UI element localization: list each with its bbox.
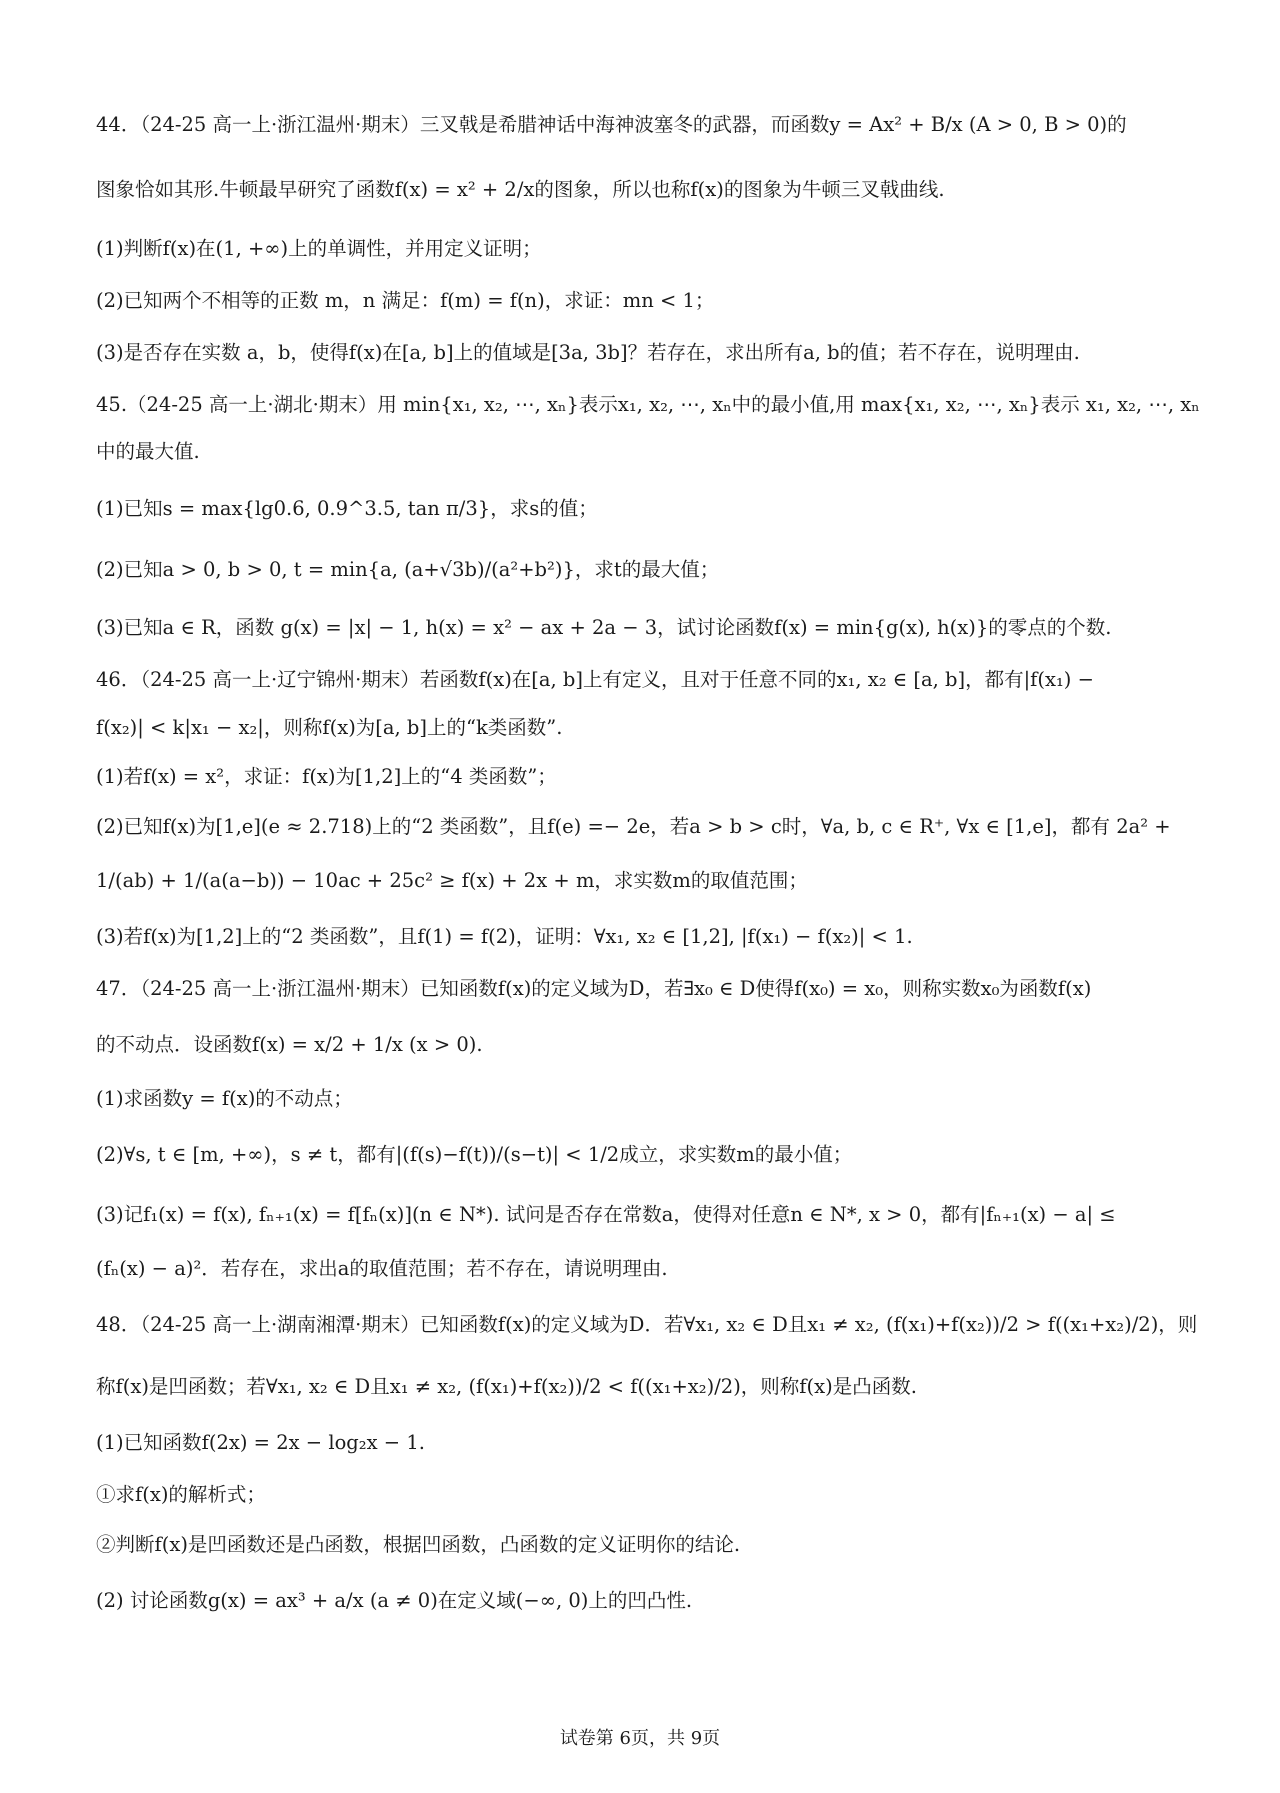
q47-part-1: (1)求函数y = f(x)的不动点； — [96, 1087, 353, 1110]
q45-part-3: (3)已知a ∈ R，函数 g(x) = |x| − 1, h(x) = x² − ax + 2a − 3，试讨论函数f(x) = min{g(x), h(x)}的零点的个数. — [96, 616, 1112, 639]
q44-line-2: 图象恰如其形.牛顿最早研究了函数f(x) = x² + 2/x的图象，所以也称f(x)的图象为牛顿三叉戟曲线. — [96, 178, 945, 201]
q47-part-3: (3)记f₁(x) = f(x), fₙ₊₁(x) = f[fₙ(x)](n ∈ N*). 试问是否存在常数a，使得对任意n ∈ N*, x > 0，都有|fₙ₊₁(x) − a| ≤ — [96, 1203, 1116, 1226]
q47-line-1: 47．（24-25 高一上·浙江温州·期末）已知函数f(x)的定义域为D，若∃x₀ ∈ D使得f(x₀) = x₀，则称实数x₀为函数f(x) — [96, 977, 1092, 1000]
q44-part-3: (3)是否存在实数 a，b，使得f(x)在[a, b]上的值域是[3a, 3b]？若存在，求出所有a, b的值；若不存在，说明理由. — [96, 341, 1080, 364]
page-footer: 试卷第 6页，共 9页 — [559, 1728, 721, 1749]
q48-line-1: 48．（24-25 高一上·湖南湘潭·期末）已知函数f(x)的定义域为D．若∀x₁, x₂ ∈ D且x₁ ≠ x₂, (f(x₁)+f(x₂))/2 > f((x₁+x₂)/2)，则 — [96, 1313, 1198, 1336]
q46-line-1: 46．（24-25 高一上·辽宁锦州·期末）若函数f(x)在[a, b]上有定义，且对于任意不同的x₁, x₂ ∈ [a, b]，都有|f(x₁) − — [96, 668, 1094, 691]
q45-part-1: (1)已知s = max{lg0.6, 0.9^3.5, tan π/3}，求s的值； — [96, 497, 598, 520]
q45-line-2: 中的最大值. — [96, 440, 200, 463]
q47-part-3-cont: (fₙ(x) − a)²．若存在，求出a的取值范围；若不存在，请说明理由. — [96, 1257, 668, 1280]
q45-line-1: 45.（24-25 高一上·湖北·期末）用 min{x₁, x₂, ⋯, xₙ}表示x₁, x₂, ⋯, xₙ中的最小值,用 max{x₁, x₂, ⋯, xₙ}表示 x₁, x₂, ⋯, xₙ — [96, 393, 1200, 416]
q47-part-2: (2)∀s, t ∈ [m, +∞)，s ≠ t，都有|(f(s)−f(t))/(s−t)| < 1/2成立，求实数m的最小值； — [96, 1143, 853, 1166]
q48-part-1-b: ②判断f(x)是凹函数还是凸函数，根据凹函数，凸函数的定义证明你的结论. — [96, 1533, 741, 1556]
q48-part-1: (1)已知函数f(2x) = 2x − log₂x − 1. — [96, 1431, 425, 1454]
q46-part-2: (2)已知f(x)为[1,e](e ≈ 2.718)上的“2 类函数”，且f(e) =− 2e，若a > b > c时，∀a, b, c ∈ R⁺, ∀x ∈ [1,e]，都有 2a² + — [96, 815, 1171, 838]
q45-part-2: (2)已知a > 0, b > 0, t = min{a, (a+√3b)/(a²+b²)}，求t的最大值； — [96, 558, 720, 581]
q48-line-2: 称f(x)是凹函数；若∀x₁, x₂ ∈ D且x₁ ≠ x₂, (f(x₁)+f(x₂))/2 < f((x₁+x₂)/2)，则称f(x)是凸函数. — [96, 1375, 917, 1398]
q46-part-1: (1)若f(x) = x²，求证：f(x)为[1,2]上的“4 类函数”； — [96, 765, 557, 788]
q47-line-2: 的不动点．设函数f(x) = x/2 + 1/x (x > 0). — [96, 1033, 483, 1056]
q44-part-2: (2)已知两个不相等的正数 m，n 满足：f(m) = f(n)，求证：mn < 1； — [96, 289, 715, 312]
q48-part-2: (2) 讨论函数g(x) = ax³ + a/x (a ≠ 0)在定义域(−∞, 0)上的凹凸性. — [96, 1589, 693, 1612]
q46-part-3: (3)若f(x)为[1,2]上的“2 类函数”，且f(1) = f(2)，证明：∀x₁, x₂ ∈ [1,2], |f(x₁) − f(x₂)| < 1. — [96, 925, 913, 948]
q44-part-1: (1)判断f(x)在(1, +∞)上的单调性，并用定义证明； — [96, 237, 542, 260]
q48-part-1-a: ①求f(x)的解析式； — [96, 1483, 266, 1506]
q46-line-2: f(x₂)| < k|x₁ − x₂|，则称f(x)为[a, b]上的“k类函数”. — [96, 716, 563, 739]
q44-line-1: 44．（24-25 高一上·浙江温州·期末）三叉戟是希腊神话中海神波塞冬的武器，而函数y = Ax² + B/x (A > 0, B > 0)的 — [96, 113, 1127, 136]
q46-part-2-cont: 1/(ab) + 1/(a(a−b)) − 10ac + 25c² ≥ f(x) + 2x + m，求实数m的取值范围； — [96, 869, 808, 892]
